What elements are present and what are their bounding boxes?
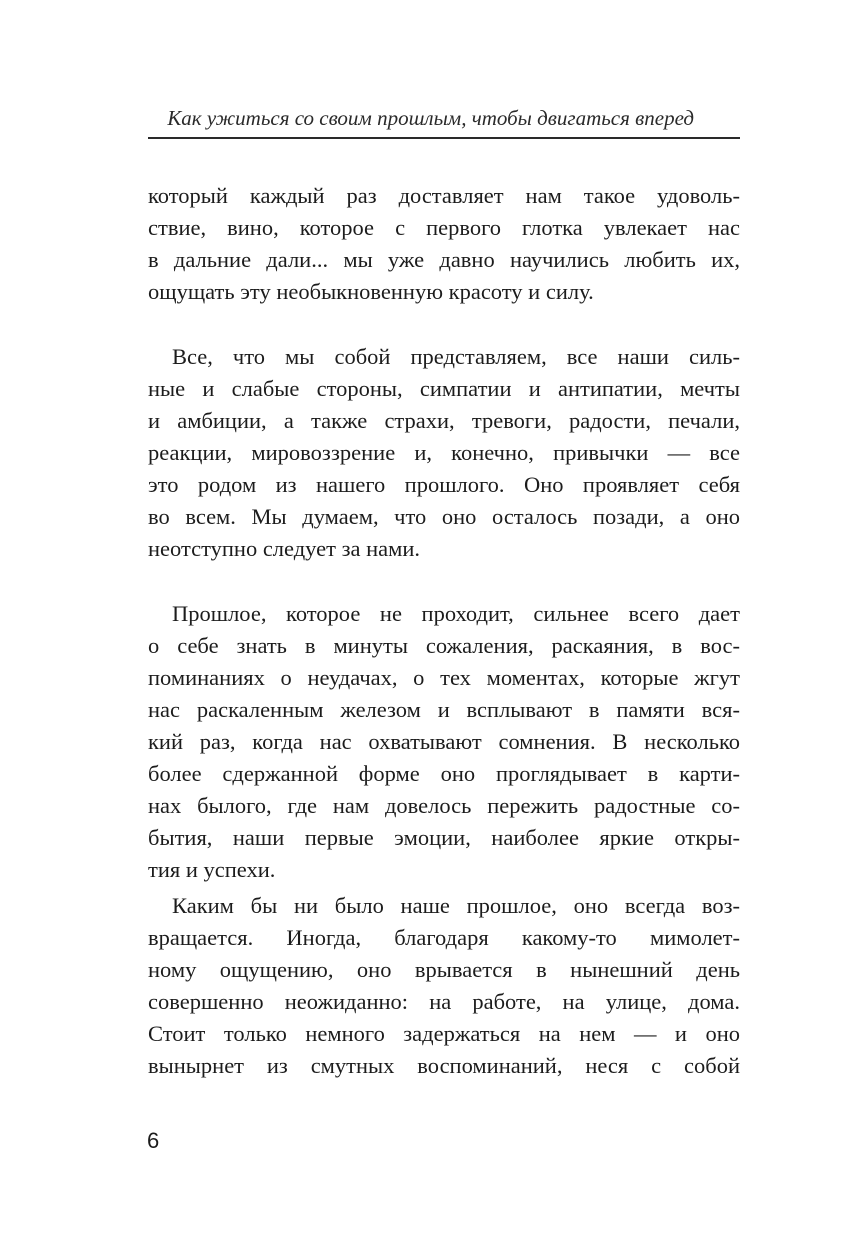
text-line: Все, что мы собой представляем, все наши силь- — [172, 344, 740, 369]
text-line: который каждый раз доставляет нам такое удоволь- — [148, 183, 740, 208]
text-line: ствие, вино, которое с первого глотка увлекает нас — [148, 215, 740, 240]
text-line: нас раскаленным железом и всплывают в памяти вся- — [148, 697, 740, 722]
running-header-title: Как ужиться со своим прошлым, чтобы двигаться вперед — [167, 106, 694, 130]
text-line: вынырнет из смутных воспоминаний, неся с собой — [148, 1053, 740, 1078]
text-line: неотступно следует за нами. — [148, 536, 420, 561]
paragraph-1 — [148, 180, 740, 308]
text-line: в дальние дали... мы уже давно научились любить их, — [148, 247, 740, 272]
text-line: Каким бы ни было наше прошлое, оно всегда воз- — [172, 893, 740, 918]
paragraph-2 — [148, 341, 740, 565]
text-line: о себе знать в минуты сожаления, раскаяния, в вос- — [148, 633, 740, 658]
running-header — [148, 104, 740, 139]
text-line: поминаниях о неудачах, о тех моментах, которые жгут — [148, 665, 740, 690]
text-line: реакции, мировоззрение и, конечно, привычки — все — [148, 440, 740, 465]
text-line: ному ощущению, оно врывается в нынешний день — [148, 957, 740, 982]
text-line: совершенно неожиданно: на работе, на улице, дома. — [148, 989, 740, 1014]
paragraph-3 — [148, 598, 740, 886]
text-line: Прошлое, которое не проходит, сильнее всего дает — [172, 601, 740, 626]
text-line: более сдержанной форме оно проглядывает в карти- — [148, 761, 740, 786]
text-line: это родом из нашего прошлого. Оно проявляет себя — [148, 472, 740, 497]
text-line: вращается. Иногда, благодаря какому-то мимолет- — [148, 925, 740, 950]
text-line: ные и слабые стороны, симпатии и антипатии, мечты — [148, 376, 740, 401]
text-line: тия и успехи. — [148, 857, 276, 882]
text-line: во всем. Мы думаем, что оно осталось позади, а оно — [148, 504, 740, 529]
paragraph-4 — [148, 890, 740, 1082]
text-line: Стоит только немного задержаться на нем — и оно — [148, 1021, 740, 1046]
text-line: кий раз, когда нас охватывают сомнения. В несколько — [148, 729, 740, 754]
text-line: ощущать эту необыкновенную красоту и силу. — [148, 279, 594, 304]
text-line: и амбиции, а также страхи, тревоги, радости, печали, — [148, 408, 740, 433]
text-line: нах былого, где нам довелось пережить радостные со- — [148, 793, 740, 818]
page-number: 6 — [147, 1128, 160, 1153]
text-line: бытия, наши первые эмоции, наиболее яркие откры- — [148, 825, 740, 850]
